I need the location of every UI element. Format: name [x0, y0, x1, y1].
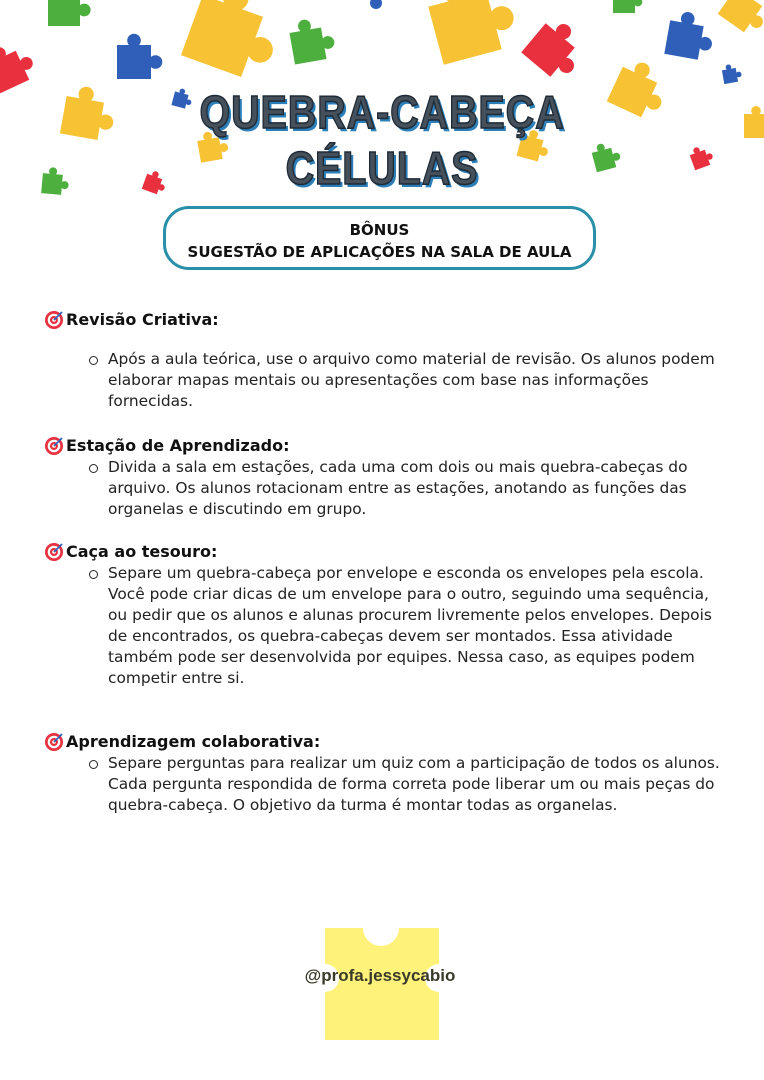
section-heading — [44, 435, 724, 457]
puzzle-piece-icon — [718, 0, 764, 38]
bonus-banner — [163, 206, 596, 270]
bonus-subtitle: SUGESTÃO DE APLICAÇÕES NA SALA DE AULA — [187, 243, 572, 261]
puzzle-piece-icon — [721, 63, 743, 85]
list-item — [44, 753, 724, 816]
section-revisao-criativa — [44, 309, 724, 412]
list-item-text: Após a aula teórica, use o arquivo como material de revisão. Os alunos podem elaborar mapas mentais ou apresentações com base nas informações fornecidas. — [108, 350, 715, 410]
puzzle-piece-icon — [664, 9, 716, 61]
list-item — [44, 563, 724, 689]
puzzle-piece-icon — [423, 0, 521, 65]
puzzle-piece-icon — [117, 34, 162, 79]
puzzle-piece-icon — [181, 0, 290, 84]
section-caca-ao-tesouro — [44, 541, 724, 689]
page-title-line2: CÉLULAS — [285, 142, 479, 194]
bullet-circle-icon — [89, 570, 98, 579]
section-estacao-de-aprendizado — [44, 435, 724, 520]
list-item — [44, 349, 724, 412]
bullet-circle-icon — [89, 464, 98, 473]
bullet-circle-icon — [89, 760, 98, 769]
list-item — [44, 457, 724, 520]
target-icon — [44, 732, 64, 752]
puzzle-piece-icon — [744, 106, 764, 138]
list-item-text: Separe um quebra-cabeça por envelope e esconda os envelopes pela escola. Você pode criar dicas de um envelope para o outro, seguindo uma sequência, ou pedir que os alunos e alunas procurem livremente pelos envelopes. Depois de encontrados, os quebra-cabeças devem ser montados. Essa atividade também pode ser desenvolvida por equipes. Nessa caso, as equipes podem competir entre si. — [108, 564, 712, 687]
section-heading — [44, 731, 724, 753]
puzzle-piece-icon — [0, 37, 39, 94]
section-heading-text: Revisão Criativa: — [66, 310, 219, 329]
page-title-line1: QUEBRA-CABEÇA — [199, 86, 565, 138]
section-heading — [44, 541, 724, 563]
section-heading — [44, 309, 724, 331]
puzzle-piece-icon — [48, 0, 91, 26]
section-heading-text: Caça ao tesouro: — [66, 542, 218, 561]
target-icon — [44, 436, 64, 456]
bonus-label: BÔNUS — [349, 221, 410, 239]
section-heading-text: Estação de Aprendizado: — [66, 436, 290, 455]
puzzle-piece-icon — [521, 14, 592, 85]
author-handle: @profa.jessycabio — [304, 966, 456, 985]
target-icon — [44, 542, 64, 562]
bullet-circle-icon — [89, 356, 98, 365]
section-aprendizagem-colaborativa — [44, 731, 724, 816]
list-item-text: Separe perguntas para realizar um quiz com a participação de todos os alunos. Cada pergunta respondida de forma correta pode liberar um ou mais peças do quebra-cabeça. O objetivo da turma é montar todas as organelas. — [108, 754, 720, 814]
puzzle-piece-icon — [288, 15, 337, 64]
target-icon — [44, 310, 64, 330]
list-item-text: Divida a sala em estações, cada uma com dois ou mais quebra-cabeças do arquivo. Os alunos rotacionam entre as estações, anotando as funções das organelas e discutindo em grupo. — [108, 458, 688, 518]
puzzle-piece-icon — [613, 0, 642, 13]
section-heading-text: Aprendizagem colaborativa: — [66, 732, 321, 751]
